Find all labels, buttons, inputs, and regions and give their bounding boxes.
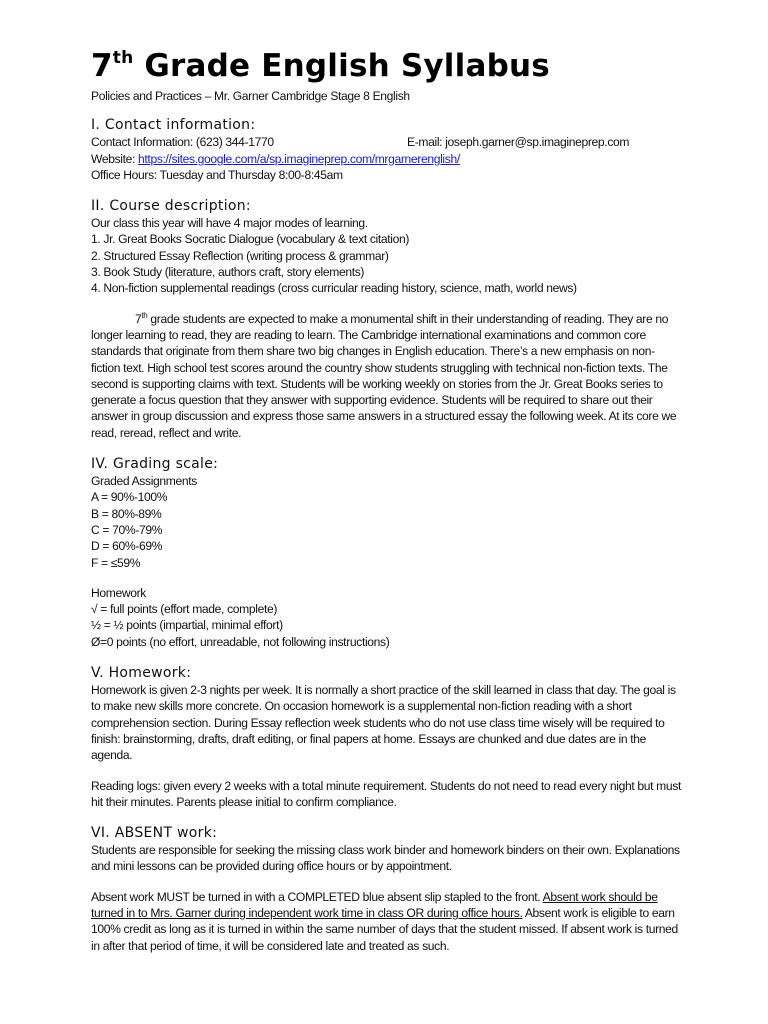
course-paragraph-text: grade students are expected to make a monumental shift in their understanding of reading. They are no longer learning to read, they are reading to learn. The Cambridge international examinations and common core standards that originate from them share two big changes in English education. There’s a new emphasis on non-fiction text. High school test scores around the country show students struggling with technical non-fiction texts. The second is supporting claims with text. Students will be working weekly on stories from the Jr. Great Books series to generate a focus question that they answer with supporting evidence. Students will be required to share out their answer in group discussion and express those same answers in a structured essay the following week. At its core we read, reread, reflect and write. xyxy=(91,311,677,440)
course-item-2: 2. Structured Essay Reflection (writing process & grammar) xyxy=(91,248,389,263)
course-heading: II. Course description: xyxy=(91,198,251,215)
homework-zero-points: Ø=0 points (no effort, unreadable, not following instructions) xyxy=(91,634,390,649)
grading-heading: IV. Grading scale: xyxy=(91,456,219,473)
website-link[interactable]: https://sites.google.com/a/sp.imagineprep.com/mrgarnerenglish/ xyxy=(138,151,460,166)
office-hours: Office Hours: Tuesday and Thursday 8:00-8:45am xyxy=(91,167,343,182)
homework-scale-label: Homework xyxy=(91,585,146,600)
contact-email: E-mail: joseph.garner@sp.imagineprep.com xyxy=(407,135,630,150)
course-item-3: 3. Book Study (literature, authors craft, story elements) xyxy=(91,265,365,280)
website-line xyxy=(91,151,681,167)
grade-c: C = 70%-79% xyxy=(91,522,163,537)
grade-a: A = 90%-100% xyxy=(91,490,168,505)
title-number: 7 xyxy=(91,48,113,84)
syllabus-content xyxy=(91,44,681,954)
absent-paragraph-2-end: Absent work is eligible to earn 100% credit as long as it is turned in within the same number of days that the student missed. If absent work is turned in after that period of time, it will be considered late and treated as such. xyxy=(91,905,678,953)
homework-paragraph-2: Reading logs: given every 2 weeks with a total minute requirement. Students do not need to read every night but must hit their minutes. Parents please initial to confirm compliance. xyxy=(91,778,681,809)
grade-d: D = 60%-69% xyxy=(91,539,163,554)
absent-paragraph-2 xyxy=(91,889,681,954)
absent-paragraph-2-underlined: Absent work should be turned in to Mrs. Garner during independent work time in class OR during office hours. xyxy=(91,889,658,920)
homework-full-points: √ = full points (effort made, complete) xyxy=(91,602,278,617)
course-paragraph-number: 7 xyxy=(135,311,142,326)
graded-assignments-label: Graded Assignments xyxy=(91,474,197,489)
absent-paragraph-1: Students are responsible for seeking the missing class work binder and homework binders on their own. Explanations and mini lessons can be provided during office hours or by appointment. xyxy=(91,843,680,874)
absent-heading: VI. ABSENT work: xyxy=(91,825,218,842)
contact-phone: Contact Information: (623) 344-1770 xyxy=(91,135,274,150)
course-paragraph-superscript: th xyxy=(141,310,148,320)
homework-heading: V. Homework: xyxy=(91,665,192,682)
page-title xyxy=(91,44,681,88)
contact-row xyxy=(91,134,681,150)
absent-paragraph-2-start: Absent work MUST be turned in with a COMPLETED blue absent slip stapled to the front. xyxy=(91,889,543,904)
grade-f: F = ≤59% xyxy=(91,555,141,570)
title-superscript: th xyxy=(112,48,134,68)
homework-paragraph-1: Homework is given 2-3 nights per week. It is normally a short practice of the skill learned in class that day. The goal is to make new skills more concrete. On occasion homework is a supplemental non-fiction reading with a short comprehension section. During Essay reflection week students who do not use class time wisely will be required to finish: brainstorming, drafts, draft editing, or final papers at home. Essays are chunked and due dates are in the agenda. xyxy=(91,683,676,763)
course-paragraph xyxy=(91,311,681,441)
title-text: Grade English Syllabus xyxy=(133,48,550,84)
website-label: Website: xyxy=(91,151,139,166)
course-item-1: 1. Jr. Great Books Socratic Dialogue (vocabulary & text citation) xyxy=(91,232,410,247)
course-item-4: 4. Non-fiction supplemental readings (cross curricular reading history, science, math, world news) xyxy=(91,281,577,296)
page-subtitle: Policies and Practices – Mr. Garner Cambridge Stage 8 English xyxy=(91,89,410,103)
homework-half-points: ½ = ½ points (impartial, minimal effort) xyxy=(91,618,283,633)
grade-b: B = 80%-89% xyxy=(91,506,162,521)
course-intro: Our class this year will have 4 major modes of learning. xyxy=(91,216,368,231)
contact-heading: I. Contact information: xyxy=(91,117,256,134)
